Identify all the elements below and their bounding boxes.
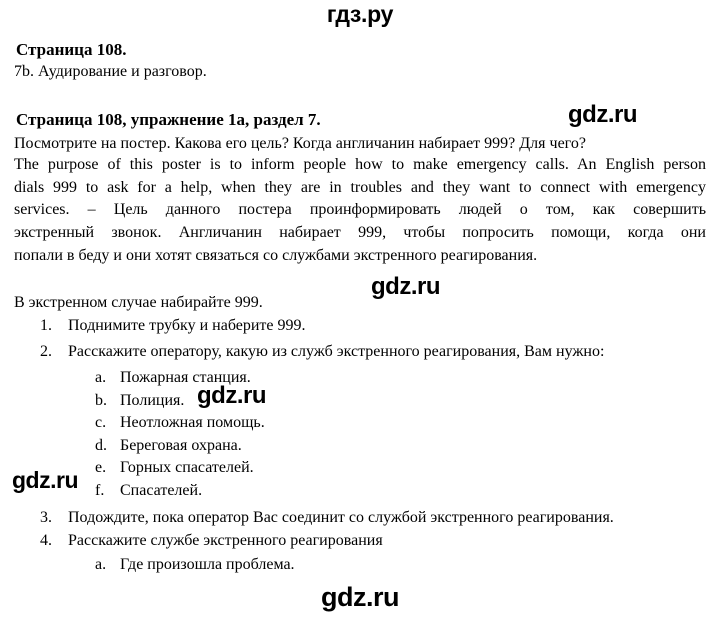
exercise-question: Посмотрите на постер. Какова его цель? Когда англичанин набирает 999? Для чего? [14,135,586,152]
watermark-bottom: gdz.ru [321,582,399,612]
list-marker: c. [95,414,107,431]
site-logo: гдз.ру [326,1,394,27]
list-item-text: Поднимите трубку и наберите 999. [68,317,306,334]
answer-line: попали в беду и они хотят связаться со службами экстренного реагирования. [14,246,538,264]
list-item [14,555,720,575]
watermark-left: gdz.ru [12,467,78,493]
list-item-text: Полиция. [120,392,185,409]
list-item [14,458,720,478]
list-item-text: Пожарная станция. [120,369,251,386]
list-item [14,391,720,411]
answer-line: The purpose of this poster is to inform people how to make emergency calls. An English person [14,156,706,173]
list-marker: 2. [40,343,52,360]
list-item-text: Расскажите оператору, какую из служб экстренного реагирования, Вам нужно: [68,343,605,360]
list-item [14,368,720,388]
list-item-text: Где произошла проблема. [120,556,295,573]
list-marker: f. [95,482,105,499]
list-item [14,413,720,433]
list-marker: 4. [40,532,52,549]
list-marker: b. [95,392,107,409]
list-item-text: Неотложная помощь. [120,414,265,431]
list-marker: d. [95,437,107,454]
list-marker: e. [95,459,107,476]
list-marker: a. [95,369,107,386]
list-item-text: Горных спасателей. [120,459,254,476]
watermark-right: gdz.ru [568,101,637,128]
list-item [14,342,720,362]
list-item [14,481,720,501]
list-item-text: Береговая охрана. [120,437,242,454]
watermark-center: gdz.ru [371,273,440,300]
section-subtitle: 7b. Аудирование и разговор. [14,63,207,80]
list-marker: a. [95,556,107,573]
list-item-text: Расскажите службе экстренного реагирования [68,532,383,549]
list-item-text: Подождите, пока оператор Вас соединит со службой экстренного реагирования. [68,509,614,526]
list-item [14,436,720,456]
list-marker: 3. [40,509,52,526]
poster-intro: В экстренном случае набирайте 999. [14,294,263,311]
answer-line: dials 999 to ask for a help, when they are in troubles and they want to connect with emergency [14,178,706,196]
answer-line: экстренный звонок. Англичанин набирает 999, чтобы попросить помощи, когда они [14,224,706,242]
exercise-heading: Страница 108, упражнение 1а, раздел 7. [16,110,321,129]
exercise-answer [14,154,706,268]
list-item [14,316,720,336]
watermark-inline: gdz.ru [197,382,266,409]
list-marker: 1. [40,317,52,334]
list-item-text: Спасателей. [120,482,203,499]
list-item [14,531,720,551]
page-title: Страница 108. [16,40,127,59]
answer-line: services. – Цель данного постера проинформировать людей о том, как совершить [14,201,706,219]
list-item [14,508,720,528]
